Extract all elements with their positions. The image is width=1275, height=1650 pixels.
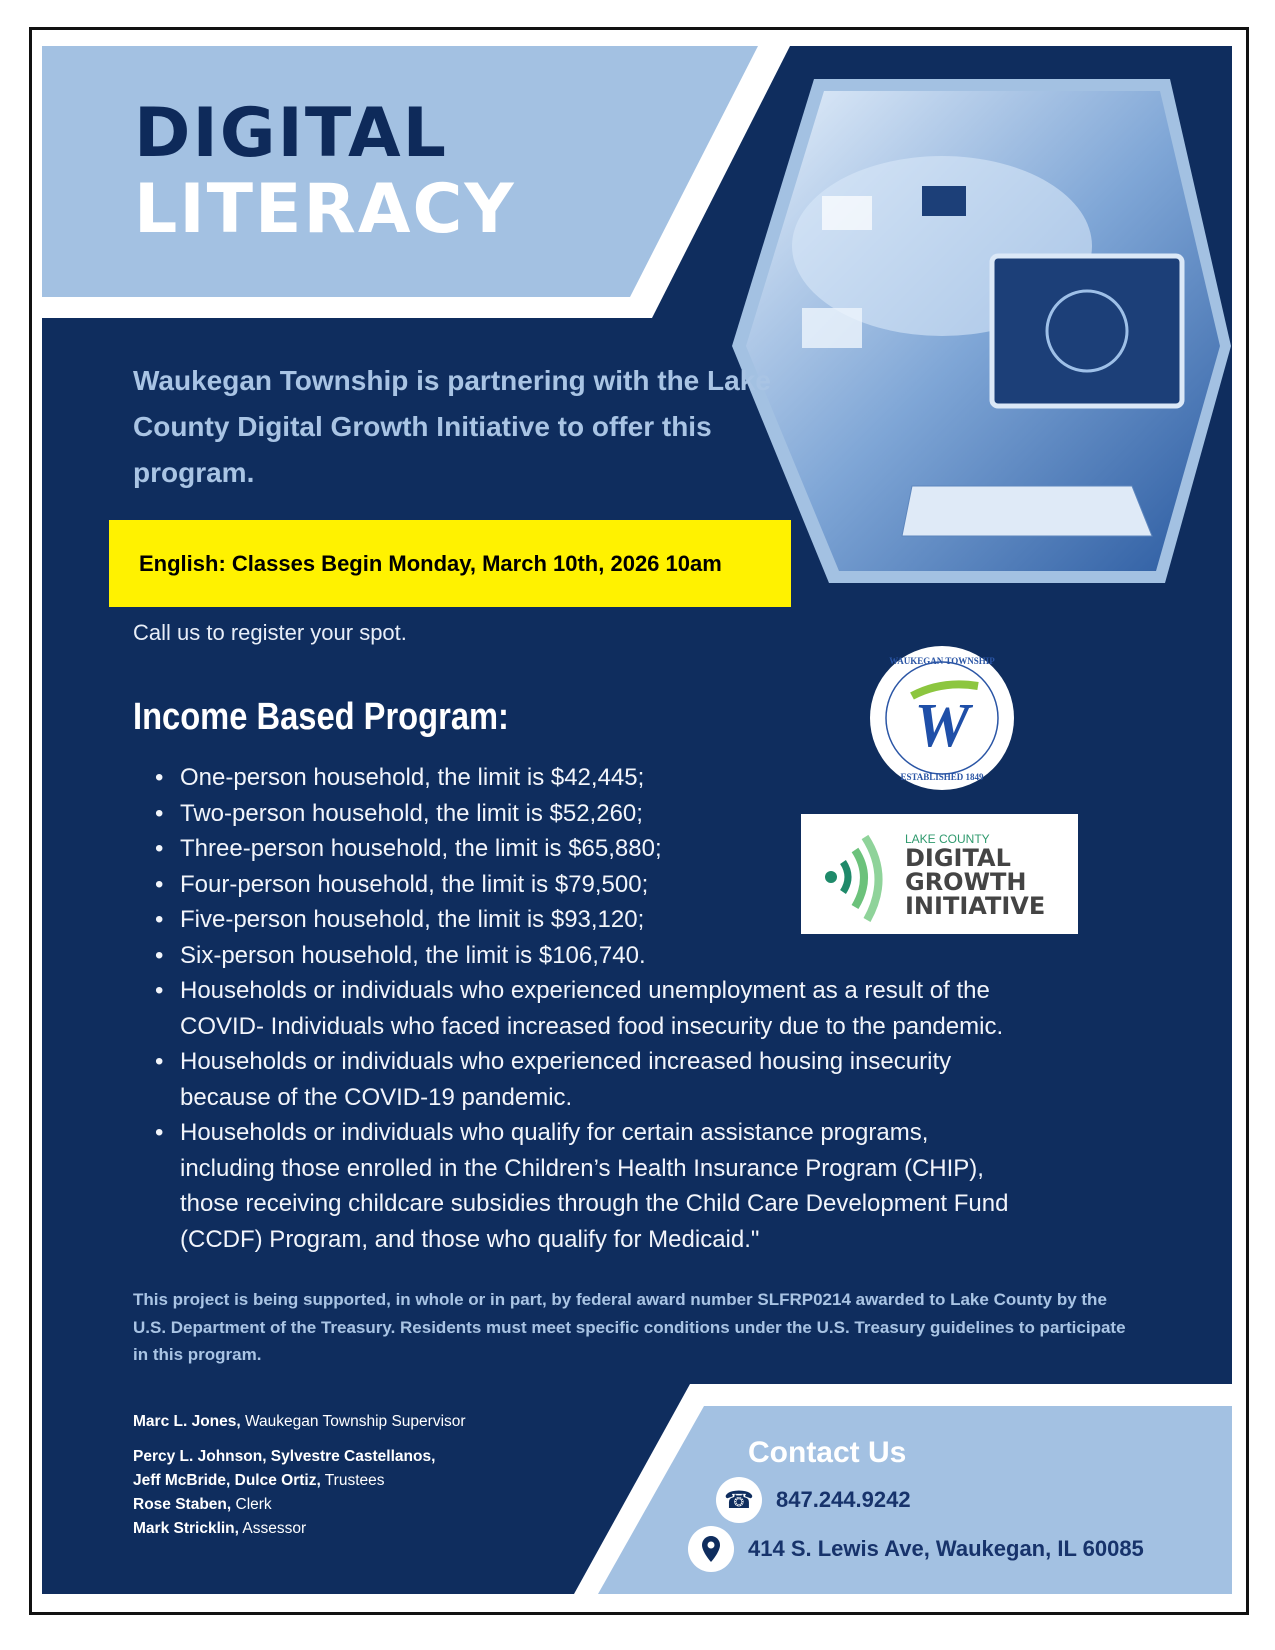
eligibility-item-line: COVID- Individuals who faced increased food insecurity due to the pandemic.: [180, 1012, 1004, 1040]
assessor-credit: [133, 1520, 306, 1538]
eligibility-item-line: • Two-person household, the limit is $52,260;: [180, 799, 643, 827]
trustees-line-2: [133, 1472, 385, 1490]
dgi-logo: [801, 814, 1078, 934]
dgi-signal-icon: [821, 832, 891, 922]
dgi-line1: LAKE COUNTY: [905, 832, 990, 846]
dgi-line2: DIGITAL: [905, 844, 1011, 872]
clerk-name: Rose Staben,: [133, 1496, 232, 1513]
trustees-names-1: Percy L. Johnson, Sylvestre Castellanos,: [133, 1448, 436, 1465]
eligibility-item: [155, 1115, 1008, 1257]
eligibility-item-line: • Households or individuals who experienced unemployment as a result of the: [180, 977, 990, 1004]
svg-text:W: W: [914, 692, 970, 760]
supervisor-credit: [133, 1413, 466, 1431]
trustees-names-2: Jeff McBride, Dulce Ortiz,: [133, 1472, 321, 1489]
assessor-role: Assessor: [238, 1520, 307, 1537]
logo-top-text: WAUKEGAN TOWNSHIP: [889, 656, 995, 666]
eligibility-item-line: including those enrolled in the Children’s Health Insurance Program (CHIP),: [180, 1154, 984, 1182]
eligibility-item: [155, 973, 1008, 1044]
contact-panel: [598, 1406, 1232, 1594]
supervisor-name: Marc L. Jones,: [133, 1413, 241, 1430]
class-start-banner: [109, 520, 791, 607]
trustees-role: Trustees: [320, 1472, 385, 1489]
intro-text: Waukegan Township is partnering with the Lake County Digital Growth Initiative to offer this program.: [133, 365, 771, 488]
dgi-line3: GROWTH: [905, 868, 1027, 896]
eligibility-item-line: • Six-person household, the limit is $106,740.: [180, 941, 646, 969]
class-start-text: English: Classes Begin Monday, March 10th, 2026 10am: [139, 550, 722, 576]
call-to-register: Call us to register your spot.: [133, 620, 407, 645]
contact-heading: Contact Us: [748, 1436, 907, 1469]
logo-bottom-text: ESTABLISHED 1849: [900, 772, 984, 782]
eligibility-item-line: • Households or individuals who experienced increased housing insecurity: [180, 1048, 952, 1075]
program-heading: Income Based Program:: [133, 696, 509, 738]
eligibility-item-line: • Three-person household, the limit is $65,880;: [180, 835, 662, 862]
eligibility-item-line: because of the COVID-19 pandemic.: [180, 1083, 573, 1111]
eligibility-item: [155, 938, 1008, 974]
hexagon-technology-image: [732, 79, 1231, 583]
assessor-name: Mark Stricklin,: [133, 1520, 239, 1537]
title-line-1: DIGITAL: [134, 94, 448, 173]
eligibility-item-line: • One-person household, the limit is $42,445;: [180, 764, 645, 791]
eligibility-item-line: (CCDF) Program, and those who qualify for Medicaid.": [180, 1225, 760, 1253]
waukegan-township-logo: [868, 644, 1016, 792]
contact-phone[interactable]: 847.244.9242: [776, 1487, 911, 1512]
eligibility-item-line: • Households or individuals who qualify for certain assistance programs,: [180, 1119, 929, 1146]
trustees-line-1: [133, 1448, 435, 1466]
eligibility-item-line: • Four-person household, the limit is $79,500;: [180, 870, 649, 898]
dgi-line4: INITIATIVE: [905, 892, 1046, 920]
clerk-role: Clerk: [231, 1496, 272, 1513]
eligibility-item-line: those receiving childcare subsidies through the Child Care Development Fund: [180, 1190, 1009, 1217]
funding-footnote: This project is being supported, in whole or in part, by federal award number SLFRP0214 awarded to Lake County by the U.S. Department of the Treasury. Residents must meet specific conditions under the U.S. Treasury guidelines to participate in this program.: [133, 1290, 1126, 1364]
eligibility-item: [155, 1044, 1008, 1115]
map-pin-icon: [688, 1526, 734, 1572]
phone-icon: ☎: [716, 1477, 762, 1523]
flyer: [42, 46, 1232, 1594]
eligibility-item-line: • Five-person household, the limit is $93,120;: [180, 906, 645, 933]
supervisor-role: Waukegan Township Supervisor: [240, 1413, 466, 1430]
title-line-2: LITERACY: [134, 170, 516, 249]
contact-address: 414 S. Lewis Ave, Waukegan, IL 60085: [748, 1536, 1144, 1561]
clerk-credit: [133, 1496, 272, 1514]
